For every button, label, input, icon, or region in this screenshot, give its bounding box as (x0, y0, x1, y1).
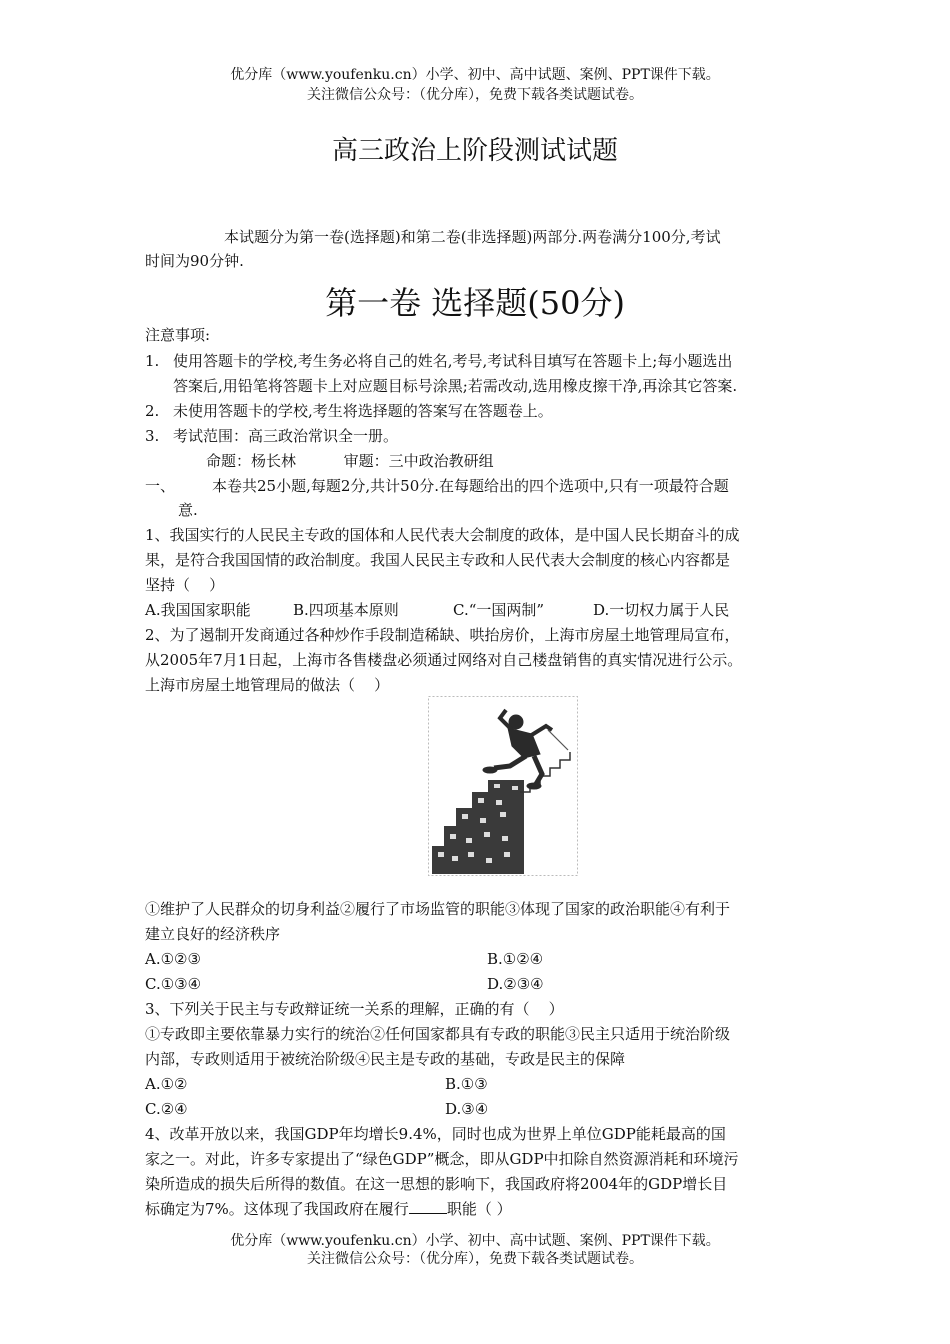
q1-option-b: B.四项基本原则 (293, 601, 399, 619)
note-3-number: 3. (145, 427, 160, 445)
q3-statements-line-1: ①专政即主要依靠暴力实行的统治②任何国家都具有专政的职能③民主只适用于统治阶级 (145, 1025, 731, 1043)
q3-option-d: D.③④ (445, 1100, 489, 1118)
q4-line-2: 家之一。对此，许多专家提出了“绿色GDP”概念，即从GDP中扣除自然资源消耗和环境污 (145, 1150, 739, 1168)
q3-option-c: C.②④ (145, 1100, 188, 1118)
page-title: 高三政治上阶段测试试题 (331, 136, 618, 166)
part-1-line-1: 本卷共25小题,每题2分,共计50分.在每题给出的四个选项中,只有一项最符合题 (212, 477, 729, 495)
note-2: 未使用答题卡的学校,考生将选择题的答案写在答题卷上。 (173, 402, 553, 420)
q1-line-3: 坚持（ ） (145, 576, 225, 594)
q1-option-d: D.一切权力属于人民 (593, 601, 730, 619)
q2-statements-line-1: ①维护了人民群众的切身利益②履行了市场监管的职能③体现了国家的政治职能④有利于 (145, 900, 731, 918)
note-1-line-2: 答案后,用铅笔将答题卡上对应题目标号涂黑;若需改动,选用橡皮擦干净,再涂其它答案. (173, 377, 738, 395)
q2-line-3: 上海市房屋土地管理局的做法（ ） (145, 676, 390, 694)
q2-option-b: B.①②④ (487, 950, 544, 968)
q1-line-1: 1、我国实行的人民民主专政的国体和人民代表大会制度的政体，是中国人民长期奋斗的成 (145, 526, 740, 544)
q1-line-2: 果，是符合我国国情的政治制度。我国人民民主专政和人民代表大会制度的核心内容都是 (145, 551, 731, 569)
header-line-1: 优分库（www.youfenku.cn）小学、初中、高中试题、案例、PPT课件下载。 (230, 67, 720, 83)
q4-line-3: 染所造成的损失后所得的数值。在这一思想的影响下，我国政府将2004年的GDP增长目 (145, 1175, 728, 1193)
q4-line-4-end: 职能（ ） (446, 1200, 512, 1218)
q3-statements-line-2: 内部，专政则适用于被统治阶级④民主是专政的基础，专政是民主的保障 (145, 1050, 626, 1068)
intro-line-2: 时间为90分钟. (145, 252, 244, 270)
q4-line-4-start: 标确定为7%。这体现了我国政府在履行 (145, 1200, 409, 1218)
q3-option-a: A.①② (145, 1075, 188, 1093)
authors-line: 命题：杨长林 审题：三中政治教研组 (206, 452, 494, 470)
footer-line-1: 优分库（www.youfenku.cn）小学、初中、高中试题、案例、PPT课件下载。 (230, 1233, 720, 1249)
cartoon-illustration (428, 696, 578, 876)
footer-line-2: 关注微信公众号：（优分库），免费下载各类试题试卷。 (307, 1251, 643, 1267)
q4-line-4 (145, 1198, 512, 1220)
q2-option-c: C.①③④ (145, 975, 202, 993)
q3-line-1: 3、下列关于民主与专政辩证统一关系的理解，正确的有（ ） (145, 1000, 564, 1018)
note-1-number: 1. (145, 352, 160, 370)
notes-heading: 注意事项: (145, 326, 211, 344)
q1-option-c: C.“一国两制” (453, 601, 545, 619)
q2-line-1: 2、为了遏制开发商通过各种炒作手段制造稀缺、哄抬房价，上海市房屋土地管理局宣布， (145, 626, 740, 644)
header-line-2: 关注微信公众号：（优分库），免费下载各类试题试卷。 (307, 87, 643, 103)
note-3: 考试范围：高三政治常识全一册。 (173, 427, 399, 445)
intro-line-1: 本试题分为第一卷(选择题)和第二卷(非选择题)两部分.两卷满分100分,考试 (224, 228, 721, 246)
note-1-line-1: 使用答题卡的学校,考生务必将自己的姓名,考号,考试科目填写在答题卡上;每小题选出 (173, 352, 733, 370)
q2-option-d: D.②③④ (487, 975, 544, 993)
q2-option-a: A.①②③ (145, 950, 201, 968)
q2-line-2: 从2005年7月1日起，上海市各售楼盘必须通过网络对自己楼盘销售的真实情况进行公示。 (145, 651, 743, 669)
answer-blank (409, 1199, 447, 1214)
q1-option-a: A.我国国家职能 (145, 601, 251, 619)
section-title: 第一卷 选择题(50分) (325, 284, 625, 322)
note-2-number: 2. (145, 402, 160, 420)
q4-line-1: 4、改革开放以来，我国GDP年均增长9.4%，同时也成为世界上单位GDP能耗最高的国 (145, 1125, 726, 1143)
q3-option-b: B.①③ (445, 1075, 488, 1093)
part-1-line-2: 意. (178, 501, 198, 519)
part-1-number: 一、 (145, 477, 176, 495)
q2-statements-line-2: 建立良好的经济秩序 (145, 925, 281, 943)
